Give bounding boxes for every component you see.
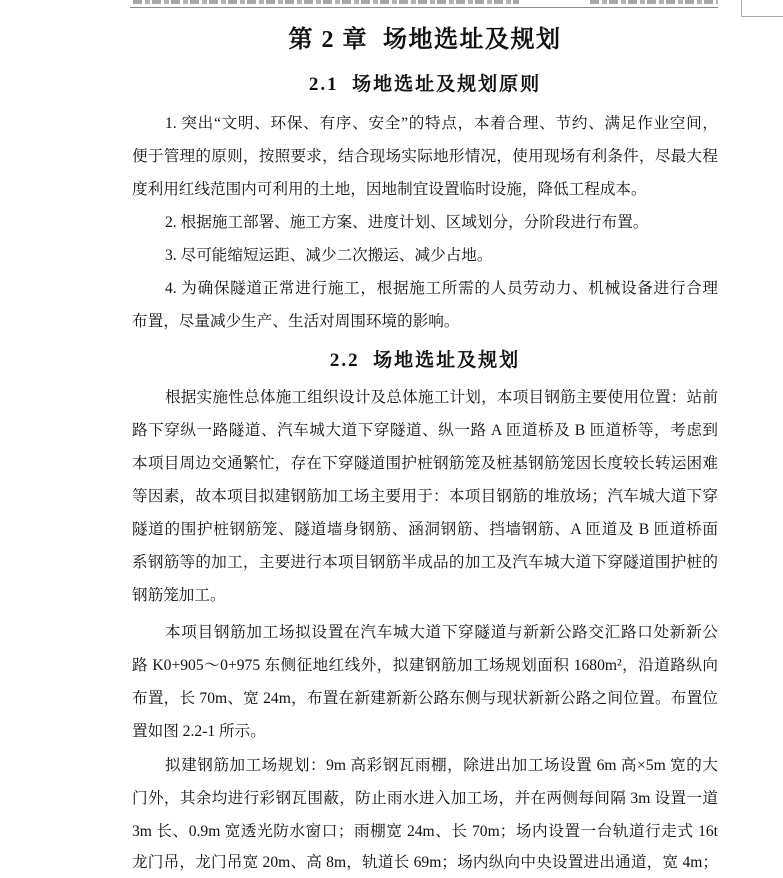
paragraph-2-2-location: [132, 616, 718, 748]
text-line: 等因素，故本项目拟建钢筋加工场主要用于：本项目钢筋的堆放场；汽车城大道下穿: [132, 488, 718, 505]
paragraph-2-2-usage: [132, 381, 718, 612]
text-line: 置如图 2.2-1 所示。: [132, 723, 266, 740]
document-body: [132, 0, 718, 878]
text-line: 布置，长 70m、宽 24m，布置在新建新新公路东侧与现状新新公路之间位置。布置位: [132, 690, 718, 707]
text-line: 1. 突出“文明、环保、有序、安全”的特点，本着合理、节约、满足作业空间，: [165, 115, 718, 132]
text-line: 本项目钢筋加工场拟设置在汽车城大道下穿隧道与新新公路交汇路口处新新公: [165, 624, 718, 641]
text-line: 根据实施性总体施工组织设计及总体施工计划，本项目钢筋主要使用位置：站前: [165, 389, 718, 406]
crop-mark-horizontal: [741, 16, 783, 17]
text-line: 门外，其余均进行彩钢瓦围蔽，防止雨水进入加工场，并在两侧每间隔 3m 设置一道: [132, 790, 718, 807]
text-line: 2. 根据施工部署、施工方案、进度计划、区域划分，分阶段进行布置。: [165, 214, 649, 231]
text-line: 便于管理的原则，按照要求，结合现场实际地形情况，使用现场有利条件，尽最大程: [132, 148, 718, 165]
section-2-2-title: 2.2 场地选址及规划: [329, 350, 521, 371]
text-line: 本项目周边交通繁忙，存在下穿隧道围护桩钢筋笼及桩基钢筋笼因长度较长转运困难: [132, 455, 718, 472]
paragraph-2-1-item-3: [132, 239, 718, 272]
text-line: 3. 尽可能缩短运距、减少二次搬运、减少占地。: [165, 247, 493, 264]
paragraph-2-1-item-1: [132, 107, 718, 206]
text-line: 4. 为确保隧道正常进行施工，根据施工所需的人员劳动力、机械设备进行合理: [165, 280, 718, 297]
paragraph-2-2-planning: [132, 749, 718, 878]
text-line: 拟建钢筋加工场规划：9m 高彩钢瓦雨棚，除进出加工场设置 6m 高×5m 宽的大: [165, 757, 718, 774]
text-line: 系钢筋等的加工，主要进行本项目钢筋半成品的加工及汽车城大道下穿隧道围护桩的: [132, 554, 718, 571]
text-line: 钢筋笼加工。: [132, 587, 226, 604]
crop-mark-vertical: [741, 0, 742, 17]
text-line: 布置，尽量减少生产、生活对周围环境的影响。: [132, 313, 460, 330]
text-line: 龙门吊，龙门吊宽 20m、高 8m，轨道长 69m；场内纵向中央设置进出通道，宽 4m；: [132, 854, 718, 871]
text-line: 路 K0+905～0+975 东侧征地红线外，拟建钢筋加工场规划面积 1680m²，沿道路纵向: [132, 657, 718, 674]
paragraph-2-1-item-2: [132, 206, 718, 239]
chapter-title: 第 2 章 场地选址及规划: [288, 27, 562, 53]
text-line: 度利用红线范围内可利用的土地，因地制宜设置临时设施，降低工程成本。: [132, 181, 647, 198]
text-line: 隧道的围护桩钢筋笼、隧道墙身钢筋、涵洞钢筋、挡墙钢筋、A 匝道及 B 匝道桥面: [132, 521, 718, 538]
paragraph-2-1-item-4: [132, 272, 718, 338]
section-2-1-title: 2.1 场地选址及规划原则: [308, 74, 542, 95]
text-line: 路下穿纵一路隧道、汽车城大道下穿隧道、纵一路 A 匝道桥及 B 匝道桥等，考虑到: [132, 422, 718, 439]
text-line: 3m 长、0.9m 宽透光防水窗口；雨棚宽 24m、长 70m；场内设置一台轨道行走式 16t: [132, 823, 718, 840]
